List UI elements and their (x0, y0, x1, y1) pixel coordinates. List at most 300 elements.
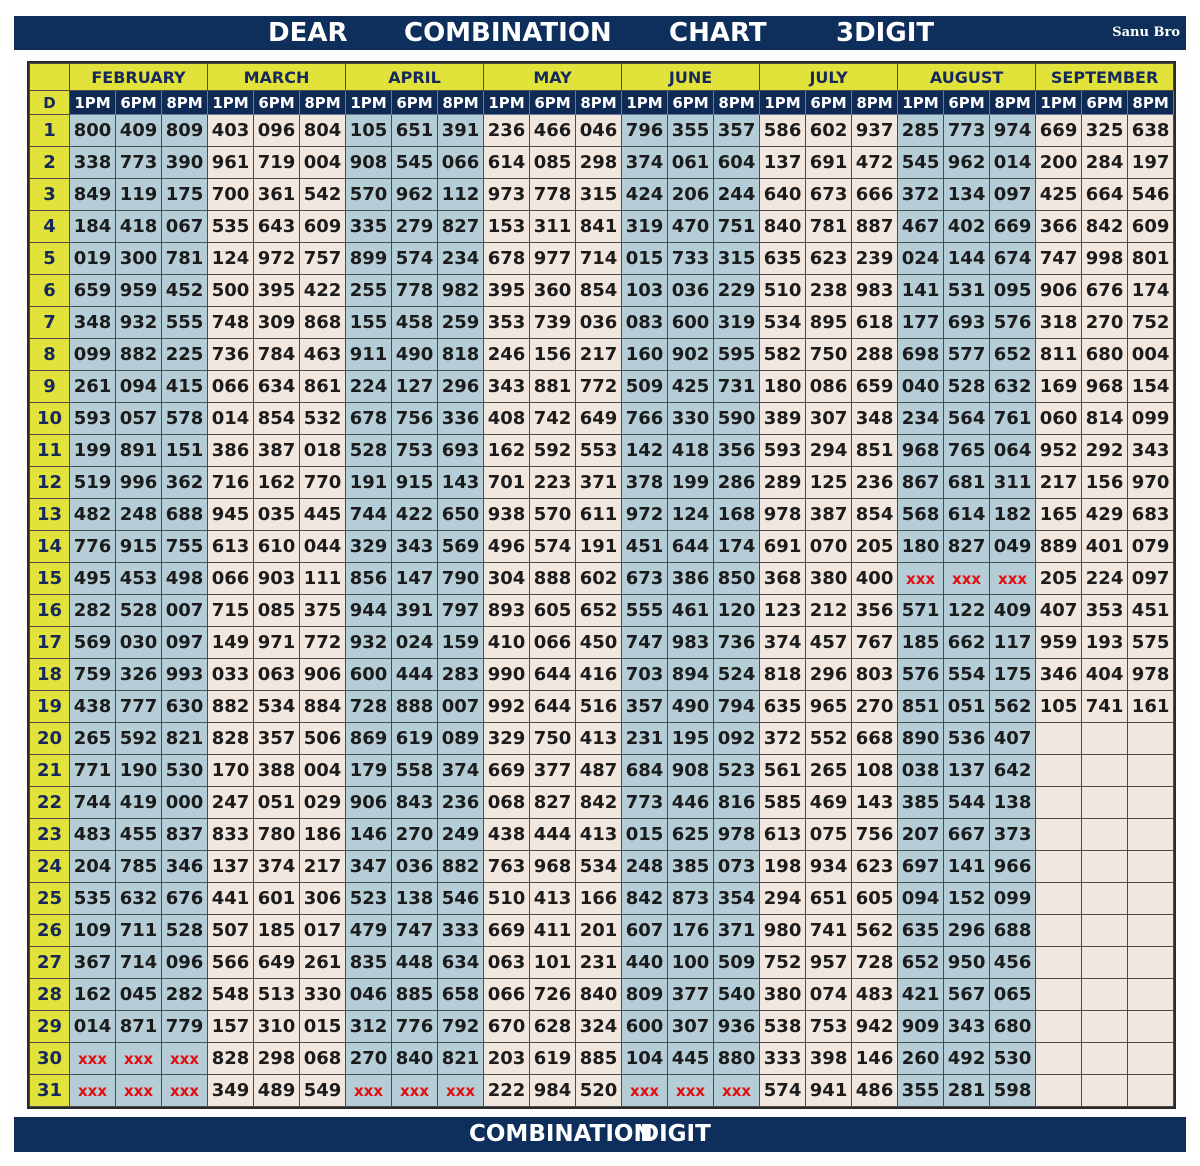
result-cell: 528 (116, 595, 162, 627)
result-cell: 336 (438, 403, 484, 435)
result-cell: 346 (162, 851, 208, 883)
result-cell: 776 (70, 531, 116, 563)
result-cell: 748 (208, 307, 254, 339)
result-cell: 803 (852, 659, 898, 691)
result-cell: 821 (162, 723, 208, 755)
result-cell: 040 (898, 371, 944, 403)
result-cell: 248 (116, 499, 162, 531)
slot-header: 1PM (1036, 91, 1082, 115)
result-cell: 483 (852, 979, 898, 1011)
result-cell: 310 (254, 1011, 300, 1043)
result-cell: 990 (484, 659, 530, 691)
table-row (30, 147, 1174, 179)
result-cell: 691 (806, 147, 852, 179)
result-cell: 408 (484, 403, 530, 435)
result-cell: 592 (530, 435, 576, 467)
result-cell: 571 (898, 595, 944, 627)
month-header: AUGUST (898, 64, 1036, 91)
result-cell: 652 (898, 947, 944, 979)
result-cell: 015 (622, 243, 668, 275)
result-cell: 763 (484, 851, 530, 883)
result-cell: 446 (668, 787, 714, 819)
result-cell: 307 (668, 1011, 714, 1043)
result-cell: 519 (70, 467, 116, 499)
result-cell: 936 (714, 1011, 760, 1043)
result-cell: 739 (530, 307, 576, 339)
result-cell: 891 (116, 435, 162, 467)
result-cell: 595 (714, 339, 760, 371)
result-cell: 085 (254, 595, 300, 627)
result-cell: 728 (852, 947, 898, 979)
result-cell: 282 (162, 979, 208, 1011)
result-cell: 371 (576, 467, 622, 499)
result-cell: 801 (1128, 243, 1174, 275)
result-cell: 770 (300, 467, 346, 499)
result-cell: 065 (990, 979, 1036, 1011)
result-cell: 609 (1128, 211, 1174, 243)
footer-word-digit: DIGIT (640, 1121, 711, 1147)
result-cell: 424 (622, 179, 668, 211)
result-cell: 534 (254, 691, 300, 723)
result-cell: 193 (1082, 627, 1128, 659)
result-cell: 391 (438, 115, 484, 147)
day-number: 30 (30, 1043, 70, 1075)
result-cell: 401 (1082, 531, 1128, 563)
result-cell: 380 (806, 563, 852, 595)
result-cell: 355 (668, 115, 714, 147)
result-cell: 489 (254, 1075, 300, 1107)
result-cell: 700 (208, 179, 254, 211)
empty-cell (1036, 947, 1082, 979)
result-cell: 255 (346, 275, 392, 307)
result-cell: 036 (392, 851, 438, 883)
result-cell: 881 (530, 371, 576, 403)
result-cell: 693 (944, 307, 990, 339)
empty-cell (1036, 755, 1082, 787)
slot-header: 1PM (208, 91, 254, 115)
slot-header: 6PM (530, 91, 576, 115)
day-number: 12 (30, 467, 70, 499)
result-cell: 915 (116, 531, 162, 563)
day-number: 7 (30, 307, 70, 339)
result-cell: 574 (392, 243, 438, 275)
result-cell: 972 (622, 499, 668, 531)
day-number: 26 (30, 915, 70, 947)
result-cell: 510 (484, 883, 530, 915)
empty-cell (1036, 1011, 1082, 1043)
result-cell: 669 (484, 915, 530, 947)
result-cell: 225 (162, 339, 208, 371)
result-cell: 942 (852, 1011, 898, 1043)
empty-cell (1128, 723, 1174, 755)
result-cell: 061 (668, 147, 714, 179)
result-cell: 445 (300, 499, 346, 531)
result-cell: 842 (576, 787, 622, 819)
result-cell: 165 (1036, 499, 1082, 531)
result-cell: 234 (438, 243, 484, 275)
result-cell: 407 (990, 723, 1036, 755)
result-cell: 555 (162, 307, 208, 339)
result-cell: 307 (806, 403, 852, 435)
result-cell: 669 (484, 755, 530, 787)
result-cell: 288 (852, 339, 898, 371)
result-cell: 816 (714, 787, 760, 819)
no-result-cell: xxx (346, 1075, 392, 1107)
result-cell: 270 (346, 1043, 392, 1075)
day-number: 27 (30, 947, 70, 979)
result-cell: 142 (622, 435, 668, 467)
result-cell: 889 (1036, 531, 1082, 563)
result-cell: 045 (116, 979, 162, 1011)
result-cell: 285 (898, 115, 944, 147)
result-cell: 458 (392, 307, 438, 339)
result-cell: 513 (254, 979, 300, 1011)
result-cell: 312 (346, 1011, 392, 1043)
result-cell: 060 (1036, 403, 1082, 435)
day-number: 11 (30, 435, 70, 467)
result-cell: 811 (1036, 339, 1082, 371)
table-row (30, 467, 1174, 499)
table-row (30, 883, 1174, 915)
result-cell: 149 (208, 627, 254, 659)
result-cell: 296 (806, 659, 852, 691)
result-cell: 425 (668, 371, 714, 403)
slot-header-row (30, 91, 1174, 115)
result-cell: 941 (806, 1075, 852, 1107)
result-cell: 425 (1036, 179, 1082, 211)
result-cell: 372 (898, 179, 944, 211)
result-cell: 779 (162, 1011, 208, 1043)
result-cell: 324 (576, 1011, 622, 1043)
result-cell: 286 (714, 467, 760, 499)
result-cell: 096 (254, 115, 300, 147)
result-cell: 124 (668, 499, 714, 531)
no-result-cell: xxx (944, 563, 990, 595)
result-cell: 463 (300, 339, 346, 371)
result-cell: 915 (392, 467, 438, 499)
result-cell: 510 (760, 275, 806, 307)
result-cell: 794 (714, 691, 760, 723)
result-cell: 668 (852, 723, 898, 755)
result-cell: 765 (944, 435, 990, 467)
result-cell: 602 (806, 115, 852, 147)
result-cell: 156 (530, 339, 576, 371)
result-cell: 575 (1128, 627, 1174, 659)
result-cell: 605 (852, 883, 898, 915)
result-cell: 200 (1036, 147, 1082, 179)
result-cell: 741 (1082, 691, 1128, 723)
slot-header: 1PM (346, 91, 392, 115)
result-cell: 492 (944, 1043, 990, 1075)
result-cell: 644 (530, 691, 576, 723)
result-cell: 049 (990, 531, 1036, 563)
result-cell: 673 (622, 563, 668, 595)
result-cell: 229 (714, 275, 760, 307)
empty-cell (1128, 755, 1174, 787)
result-cell: 247 (208, 787, 254, 819)
result-cell: 326 (116, 659, 162, 691)
result-cell: 123 (760, 595, 806, 627)
result-cell: 562 (990, 691, 1036, 723)
empty-cell (1036, 1043, 1082, 1075)
result-cell: 100 (668, 947, 714, 979)
result-cell: 613 (208, 531, 254, 563)
result-cell: 261 (300, 947, 346, 979)
result-cell: 112 (438, 179, 484, 211)
slot-header: 1PM (484, 91, 530, 115)
result-cell: 217 (1036, 467, 1082, 499)
result-cell: 108 (852, 755, 898, 787)
day-number: 22 (30, 787, 70, 819)
slot-header: 8PM (576, 91, 622, 115)
result-cell: 283 (438, 659, 484, 691)
result-cell: 176 (668, 915, 714, 947)
result-cell: 141 (944, 851, 990, 883)
result-cell: 733 (668, 243, 714, 275)
result-cell: 270 (392, 819, 438, 851)
result-cell: 174 (714, 531, 760, 563)
result-cell: 968 (530, 851, 576, 883)
result-cell: 066 (208, 563, 254, 595)
empty-cell (1036, 851, 1082, 883)
result-cell: 378 (622, 467, 668, 499)
no-result-cell: xxx (70, 1075, 116, 1107)
result-cell: 298 (254, 1043, 300, 1075)
result-cell: 024 (898, 243, 944, 275)
result-cell: 726 (530, 979, 576, 1011)
table-row (30, 371, 1174, 403)
empty-cell (1082, 787, 1128, 819)
result-cell: 144 (944, 243, 990, 275)
result-cell: 182 (990, 499, 1036, 531)
result-cell: 618 (852, 307, 898, 339)
result-cell: 051 (944, 691, 990, 723)
result-cell: 582 (760, 339, 806, 371)
result-cell: 092 (714, 723, 760, 755)
result-cell: 827 (438, 211, 484, 243)
result-cell: 752 (760, 947, 806, 979)
result-cell: 138 (392, 883, 438, 915)
empty-cell (1128, 851, 1174, 883)
result-cell: 530 (990, 1043, 1036, 1075)
result-cell: 217 (300, 851, 346, 883)
result-cell: 666 (852, 179, 898, 211)
corner-cell (30, 64, 70, 91)
result-cell: 407 (1036, 595, 1082, 627)
result-cell: 348 (70, 307, 116, 339)
result-cell: 294 (760, 883, 806, 915)
result-cell: 479 (346, 915, 392, 947)
result-cell: 983 (668, 627, 714, 659)
title-word-combination: COMBINATION (404, 18, 612, 48)
result-cell: 294 (806, 435, 852, 467)
result-cell: 827 (530, 787, 576, 819)
result-cell: 973 (484, 179, 530, 211)
result-cell: 391 (392, 595, 438, 627)
result-cell: 452 (162, 275, 208, 307)
result-cell: 483 (70, 819, 116, 851)
result-cell: 085 (530, 147, 576, 179)
result-cell: 357 (254, 723, 300, 755)
result-cell: 038 (898, 755, 944, 787)
combination-table-wrapper (27, 61, 1176, 1109)
result-cell: 693 (438, 435, 484, 467)
result-cell: 157 (208, 1011, 254, 1043)
result-cell: 691 (760, 531, 806, 563)
result-cell: 534 (576, 851, 622, 883)
result-cell: 419 (116, 787, 162, 819)
result-cell: 179 (346, 755, 392, 787)
result-cell: 635 (898, 915, 944, 947)
result-cell: 644 (530, 659, 576, 691)
result-cell: 156 (1082, 467, 1128, 499)
result-cell: 744 (346, 499, 392, 531)
result-cell: 101 (530, 947, 576, 979)
result-cell: 451 (1128, 595, 1174, 627)
table-row (30, 179, 1174, 211)
result-cell: 174 (1128, 275, 1174, 307)
result-cell: 938 (484, 499, 530, 531)
result-cell: 329 (484, 723, 530, 755)
result-cell: 097 (162, 627, 208, 659)
result-cell: 632 (116, 883, 162, 915)
result-cell: 776 (392, 1011, 438, 1043)
result-cell: 814 (1082, 403, 1128, 435)
result-cell: 972 (254, 243, 300, 275)
result-cell: 166 (576, 883, 622, 915)
result-cell: 644 (668, 531, 714, 563)
result-cell: 652 (576, 595, 622, 627)
result-cell: 143 (438, 467, 484, 499)
result-cell: 993 (162, 659, 208, 691)
result-cell: 944 (346, 595, 392, 627)
result-cell: 635 (760, 243, 806, 275)
result-cell: 070 (806, 531, 852, 563)
no-result-cell: xxx (668, 1075, 714, 1107)
result-cell: 983 (852, 275, 898, 307)
result-cell: 169 (1036, 371, 1082, 403)
result-cell: 773 (116, 147, 162, 179)
author-credit: Sanu Bro (1112, 25, 1180, 40)
day-number: 4 (30, 211, 70, 243)
result-cell: 906 (346, 787, 392, 819)
result-cell: 968 (898, 435, 944, 467)
footer-word-combination: COMBINATION (469, 1121, 653, 1147)
result-cell: 882 (116, 339, 162, 371)
result-cell: 619 (392, 723, 438, 755)
result-cell: 590 (714, 403, 760, 435)
result-cell: 238 (806, 275, 852, 307)
result-cell: 670 (484, 1011, 530, 1043)
day-number: 23 (30, 819, 70, 851)
result-cell: 634 (438, 947, 484, 979)
result-cell: 534 (760, 307, 806, 339)
result-cell: 236 (852, 467, 898, 499)
result-cell: 861 (300, 371, 346, 403)
result-cell: 212 (806, 595, 852, 627)
result-cell: 066 (530, 627, 576, 659)
result-cell: 962 (392, 179, 438, 211)
result-cell: 338 (70, 147, 116, 179)
result-cell: 105 (1036, 691, 1082, 723)
no-result-cell: xxx (622, 1075, 668, 1107)
result-cell: 185 (254, 915, 300, 947)
day-number: 17 (30, 627, 70, 659)
empty-cell (1036, 883, 1082, 915)
day-number: 5 (30, 243, 70, 275)
result-cell: 659 (70, 275, 116, 307)
day-number: 10 (30, 403, 70, 435)
result-cell: 372 (760, 723, 806, 755)
result-cell: 649 (576, 403, 622, 435)
result-cell: 404 (1082, 659, 1128, 691)
result-cell: 457 (806, 627, 852, 659)
result-cell: 552 (806, 723, 852, 755)
table-row (30, 627, 1174, 659)
result-cell: 546 (438, 883, 484, 915)
result-cell: 849 (70, 179, 116, 211)
result-cell: 570 (346, 179, 392, 211)
no-result-cell: xxx (116, 1043, 162, 1075)
result-cell: 952 (1036, 435, 1082, 467)
result-cell: 703 (622, 659, 668, 691)
result-cell: 893 (484, 595, 530, 627)
result-cell: 361 (254, 179, 300, 211)
result-cell: 094 (898, 883, 944, 915)
result-cell: 755 (162, 531, 208, 563)
result-cell: 520 (576, 1075, 622, 1107)
result-cell: 416 (576, 659, 622, 691)
result-cell: 757 (300, 243, 346, 275)
result-cell: 117 (990, 627, 1036, 659)
result-cell: 347 (346, 851, 392, 883)
empty-cell (1082, 915, 1128, 947)
result-cell: 154 (1128, 371, 1174, 403)
result-cell: 377 (668, 979, 714, 1011)
result-cell: 104 (622, 1043, 668, 1075)
result-cell: 066 (438, 147, 484, 179)
result-cell: 548 (208, 979, 254, 1011)
result-cell: 403 (208, 115, 254, 147)
result-cell: 259 (438, 307, 484, 339)
result-cell: 461 (668, 595, 714, 627)
result-cell: 096 (162, 947, 208, 979)
result-cell: 315 (714, 243, 760, 275)
result-cell: 265 (806, 755, 852, 787)
result-cell: 398 (806, 1043, 852, 1075)
empty-cell (1128, 1011, 1174, 1043)
result-cell: 984 (530, 1075, 576, 1107)
result-cell: 349 (208, 1075, 254, 1107)
result-cell: 373 (990, 819, 1036, 851)
result-cell: 409 (990, 595, 1036, 627)
empty-cell (1036, 1075, 1082, 1107)
table-row (30, 307, 1174, 339)
day-column-header: D (30, 91, 70, 115)
empty-cell (1082, 1075, 1128, 1107)
result-cell: 577 (944, 339, 990, 371)
result-cell: 456 (990, 947, 1036, 979)
slot-header: 8PM (162, 91, 208, 115)
title-word-3digit: 3DIGIT (836, 18, 935, 48)
result-cell: 652 (990, 339, 1036, 371)
result-cell: 773 (944, 115, 990, 147)
result-cell: 127 (392, 371, 438, 403)
table-row (30, 531, 1174, 563)
result-cell: 630 (162, 691, 208, 723)
result-cell: 413 (576, 723, 622, 755)
result-cell: 418 (668, 435, 714, 467)
